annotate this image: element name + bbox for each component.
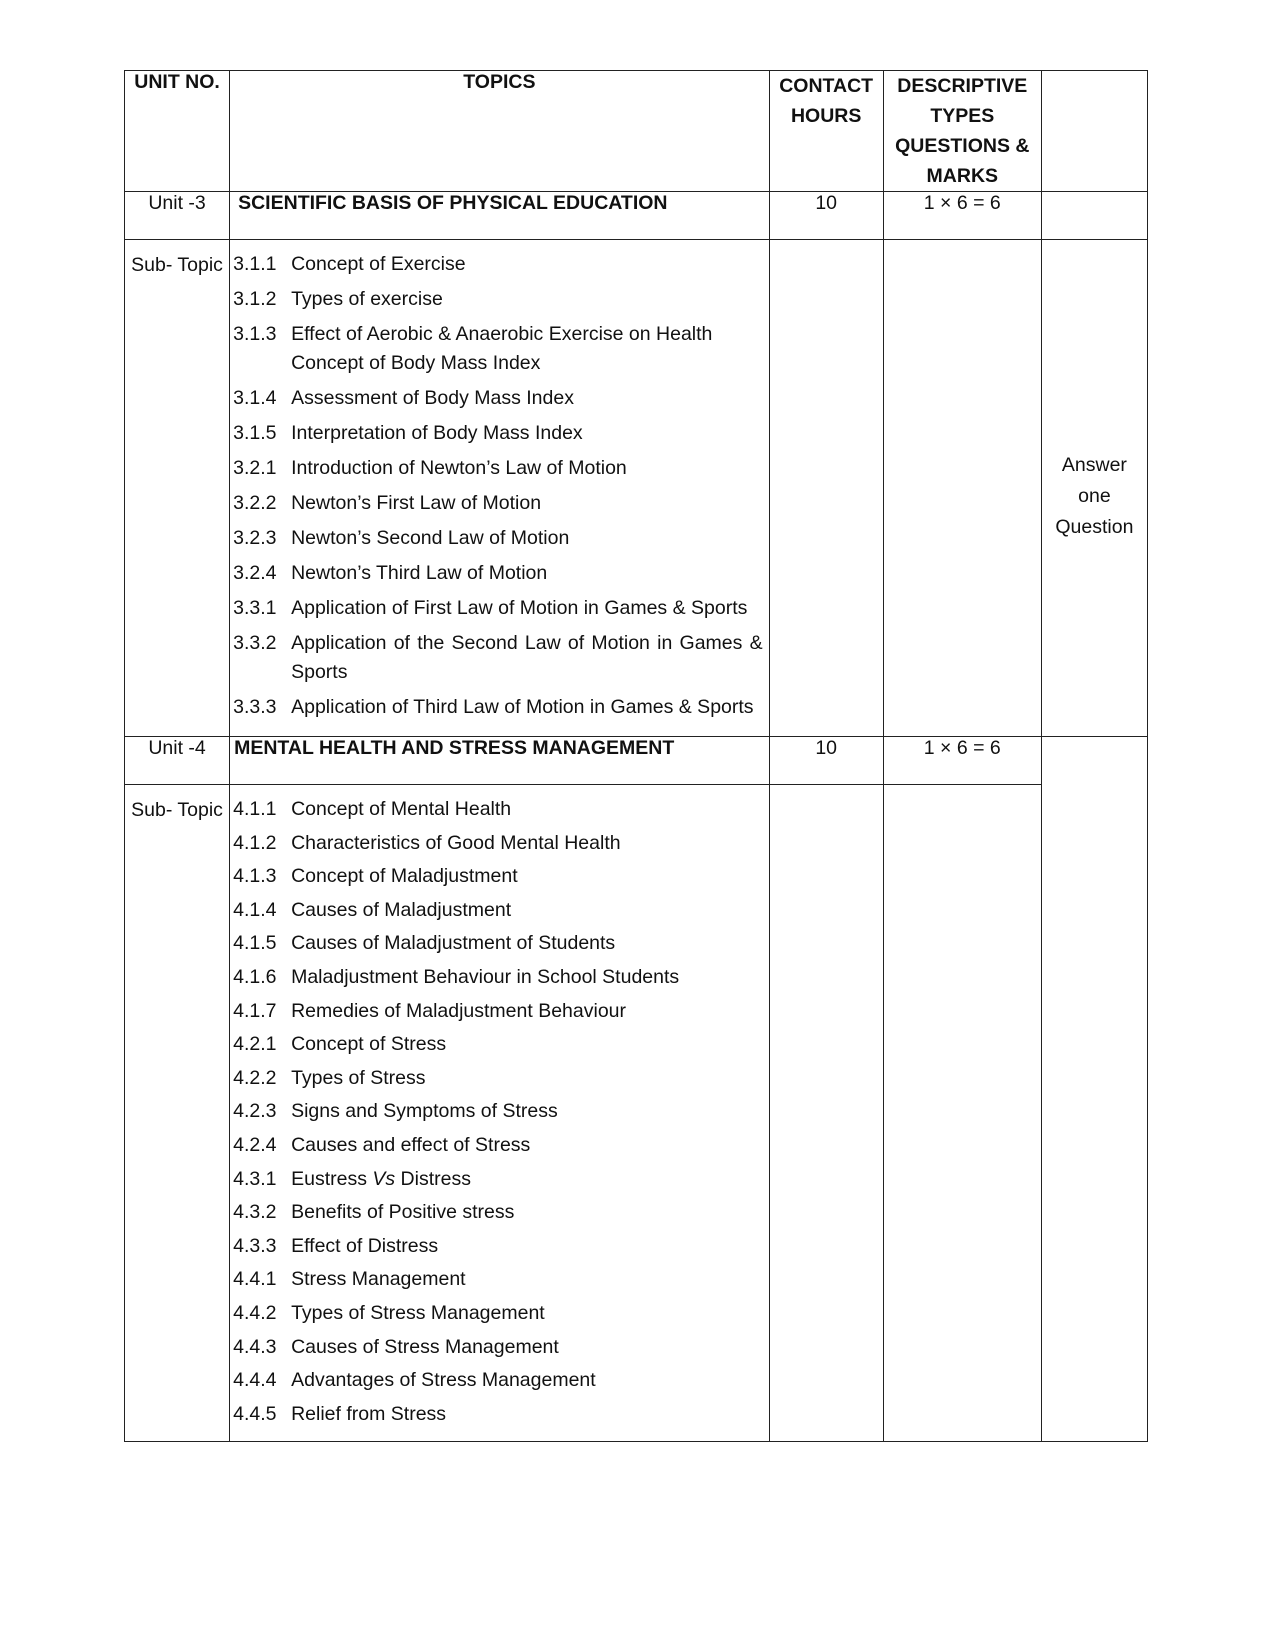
topic-number: 3.3.1 [233, 597, 277, 619]
topic-number: 3.2.3 [233, 527, 277, 549]
answer-line3: Question [1055, 516, 1134, 538]
header-descriptive-types [883, 71, 1041, 192]
list-item [233, 829, 765, 858]
header-topics: TOPICS [230, 71, 770, 192]
topic-number: 3.1.1 [233, 253, 277, 275]
unit3-subtopic-row [125, 240, 1148, 737]
header-unit-no: UNIT NO. [125, 71, 230, 192]
topic-text: Newton’s First Law of Motion [291, 492, 542, 514]
topic-number: 4.1.7 [233, 999, 277, 1022]
header-contact-hours-line2: HOURS [790, 105, 862, 127]
list-item [233, 349, 765, 378]
unit3-title: SCIENTIFIC BASIS OF PHYSICAL EDUCATION [230, 192, 770, 240]
topic-text: Application of Third Law of Motion in Games & Sports [291, 696, 754, 718]
vs-italic: Vs [372, 1167, 396, 1190]
topic-number: 4.1.5 [233, 932, 277, 955]
unit3-hours: 10 [769, 192, 883, 240]
topic-number: 4.1.4 [233, 898, 277, 921]
header-contact-hours [769, 71, 883, 192]
list-item [233, 997, 765, 1026]
list-item [233, 1265, 765, 1294]
topic-number: 4.1.1 [233, 798, 277, 820]
topic-number: 3.1.2 [233, 288, 277, 310]
topic-text: Types of Stress [291, 1066, 426, 1089]
topic-number: 4.2.3 [233, 1100, 277, 1123]
topic-number: 4.3.1 [233, 1167, 277, 1190]
list-item [233, 419, 765, 448]
list-item [233, 1165, 765, 1194]
list-item [233, 594, 765, 623]
topic-text: Concept of Body Mass Index [291, 352, 541, 374]
topic-text: Causes of Maladjustment of Students [291, 932, 616, 955]
unit4-hours: 10 [769, 737, 883, 785]
unit3-label: Unit -3 [125, 192, 230, 240]
list-item [233, 1400, 765, 1429]
list-item [233, 1232, 765, 1261]
topic-number: 4.2.2 [233, 1066, 277, 1089]
list-item [233, 1366, 765, 1395]
list-item [233, 250, 765, 279]
topic-text: Concept of Mental Health [291, 798, 512, 820]
list-item [233, 896, 765, 925]
unit3-row [125, 192, 1148, 240]
list-item [233, 862, 765, 891]
topic-text: Stress Management [291, 1268, 466, 1291]
header-blank-cell [1041, 71, 1147, 192]
topic-text: Application of First Law of Motion in Games & Sports [291, 597, 748, 619]
topic-text: Benefits of Positive stress [291, 1201, 515, 1224]
answer-line2: one [1078, 485, 1111, 507]
topic-number: 4.4.3 [233, 1335, 277, 1358]
unit3-hours-blank [769, 240, 883, 737]
list-item [233, 559, 765, 588]
unit4-title: MENTAL HEALTH AND STRESS MANAGEMENT [230, 737, 770, 785]
topic-text: Concept of Stress [291, 1033, 447, 1056]
list-item [233, 963, 765, 992]
unit4-subtopic-row [125, 785, 1148, 1442]
list-item [233, 1131, 765, 1160]
list-item [233, 1030, 765, 1059]
list-item [233, 384, 765, 413]
topic-text: Introduction of Newton’s Law of Motion [291, 457, 627, 479]
topic-number: 3.1.5 [233, 422, 277, 444]
list-item [233, 929, 765, 958]
topic-number: 4.1.6 [233, 965, 277, 988]
topic-text: Application of the Second Law of Motion in Games & Sports [291, 632, 763, 683]
topic-text: Signs and Symptoms of Stress [291, 1100, 558, 1123]
topic-text: Characteristics of Good Mental Health [291, 831, 621, 854]
unit3-marks: 1 × 6 = 6 [883, 192, 1041, 240]
topic-text: Advantages of Stress Management [291, 1369, 596, 1392]
topic-text: Maladjustment Behaviour in School Students [291, 965, 680, 988]
list-item [233, 320, 765, 349]
topic-number: 4.2.1 [233, 1033, 277, 1056]
topic-text: Newton’s Second Law of Motion [291, 527, 570, 549]
topic-number: 3.1.3 [233, 323, 277, 345]
list-item [233, 489, 765, 518]
topic-number: 4.2.4 [233, 1133, 277, 1156]
unit4-subtopic-list [230, 785, 770, 1442]
unit4-hours-blank [769, 785, 883, 1442]
topic-text: Assessment of Body Mass Index [291, 387, 574, 409]
topic-number: 4.4.2 [233, 1301, 277, 1324]
unit3-subtopic-label: Sub- Topic [125, 240, 230, 737]
unit3-marks-blank [883, 240, 1041, 737]
unit4-blank-cell [1041, 737, 1147, 785]
unit4-label: Unit -4 [125, 737, 230, 785]
topic-text: Types of Stress Management [291, 1301, 545, 1324]
list-item [233, 285, 765, 314]
syllabus-table [124, 70, 1148, 1442]
topic-text: Types of exercise [291, 288, 443, 310]
answer-line1: Answer [1061, 454, 1127, 476]
list-item [233, 1198, 765, 1227]
topic-number: 3.2.4 [233, 562, 277, 584]
topic-number: 3.2.2 [233, 492, 277, 514]
topic-text: Relief from Stress [291, 1402, 447, 1425]
list-item [233, 1097, 765, 1126]
list-item [233, 1299, 765, 1328]
topic-text: Concept of Exercise [291, 253, 466, 275]
unit3-subtopic-list [230, 240, 770, 737]
topic-number: 3.2.1 [233, 457, 277, 479]
unit4-marks-blank [883, 785, 1041, 1442]
topic-text: Interpretation of Body Mass Index [291, 422, 583, 444]
topic-number: 4.4.1 [233, 1268, 277, 1291]
topic-number: 4.4.4 [233, 1369, 277, 1392]
topic-number: 3.1.4 [233, 387, 277, 409]
list-item [233, 1064, 765, 1093]
topic-number: 4.1.2 [233, 831, 277, 854]
topic-number: 3.3.2 [233, 632, 277, 654]
topic-text: Remedies of Maladjustment Behaviour [291, 999, 627, 1022]
header-descriptive-line1: DESCRIPTIVE TYPES [897, 75, 1028, 127]
unit3-blank-cell [1041, 192, 1147, 240]
list-item [233, 1333, 765, 1362]
topic-text: Concept of Maladjustment [291, 865, 518, 888]
topic-text: Eustress Vs Distress [291, 1167, 471, 1190]
topic-number: 4.4.5 [233, 1402, 277, 1425]
topic-number: 3.3.3 [233, 696, 277, 718]
list-item [233, 795, 765, 824]
table-header-row [125, 71, 1148, 192]
unit4-answer-blank [1041, 785, 1147, 1442]
unit4-row [125, 737, 1148, 785]
syllabus-page [124, 70, 1148, 1442]
topic-number: 4.3.2 [233, 1201, 277, 1224]
topic-text: Effect of Distress [291, 1234, 439, 1257]
topic-text: Causes of Maladjustment [291, 898, 512, 921]
list-item [233, 524, 765, 553]
topic-text: Effect of Aerobic & Anaerobic Exercise on Health [291, 323, 713, 345]
answer-instruction-cell [1041, 240, 1147, 737]
topic-text: Causes and effect of Stress [291, 1133, 531, 1156]
header-descriptive-line2: QUESTIONS & [895, 135, 1030, 157]
header-contact-hours-line1: CONTACT [779, 75, 874, 97]
header-descriptive-line3: MARKS [926, 165, 999, 187]
list-item [233, 629, 765, 687]
unit4-subtopic-label: Sub- Topic [125, 785, 230, 1442]
topic-text: Newton’s Third Law of Motion [291, 562, 548, 584]
topic-number: 4.3.3 [233, 1234, 277, 1257]
topic-number: 4.1.3 [233, 865, 277, 888]
unit4-marks: 1 × 6 = 6 [883, 737, 1041, 785]
topic-text: Causes of Stress Management [291, 1335, 559, 1358]
list-item [233, 454, 765, 483]
list-item [233, 693, 765, 722]
